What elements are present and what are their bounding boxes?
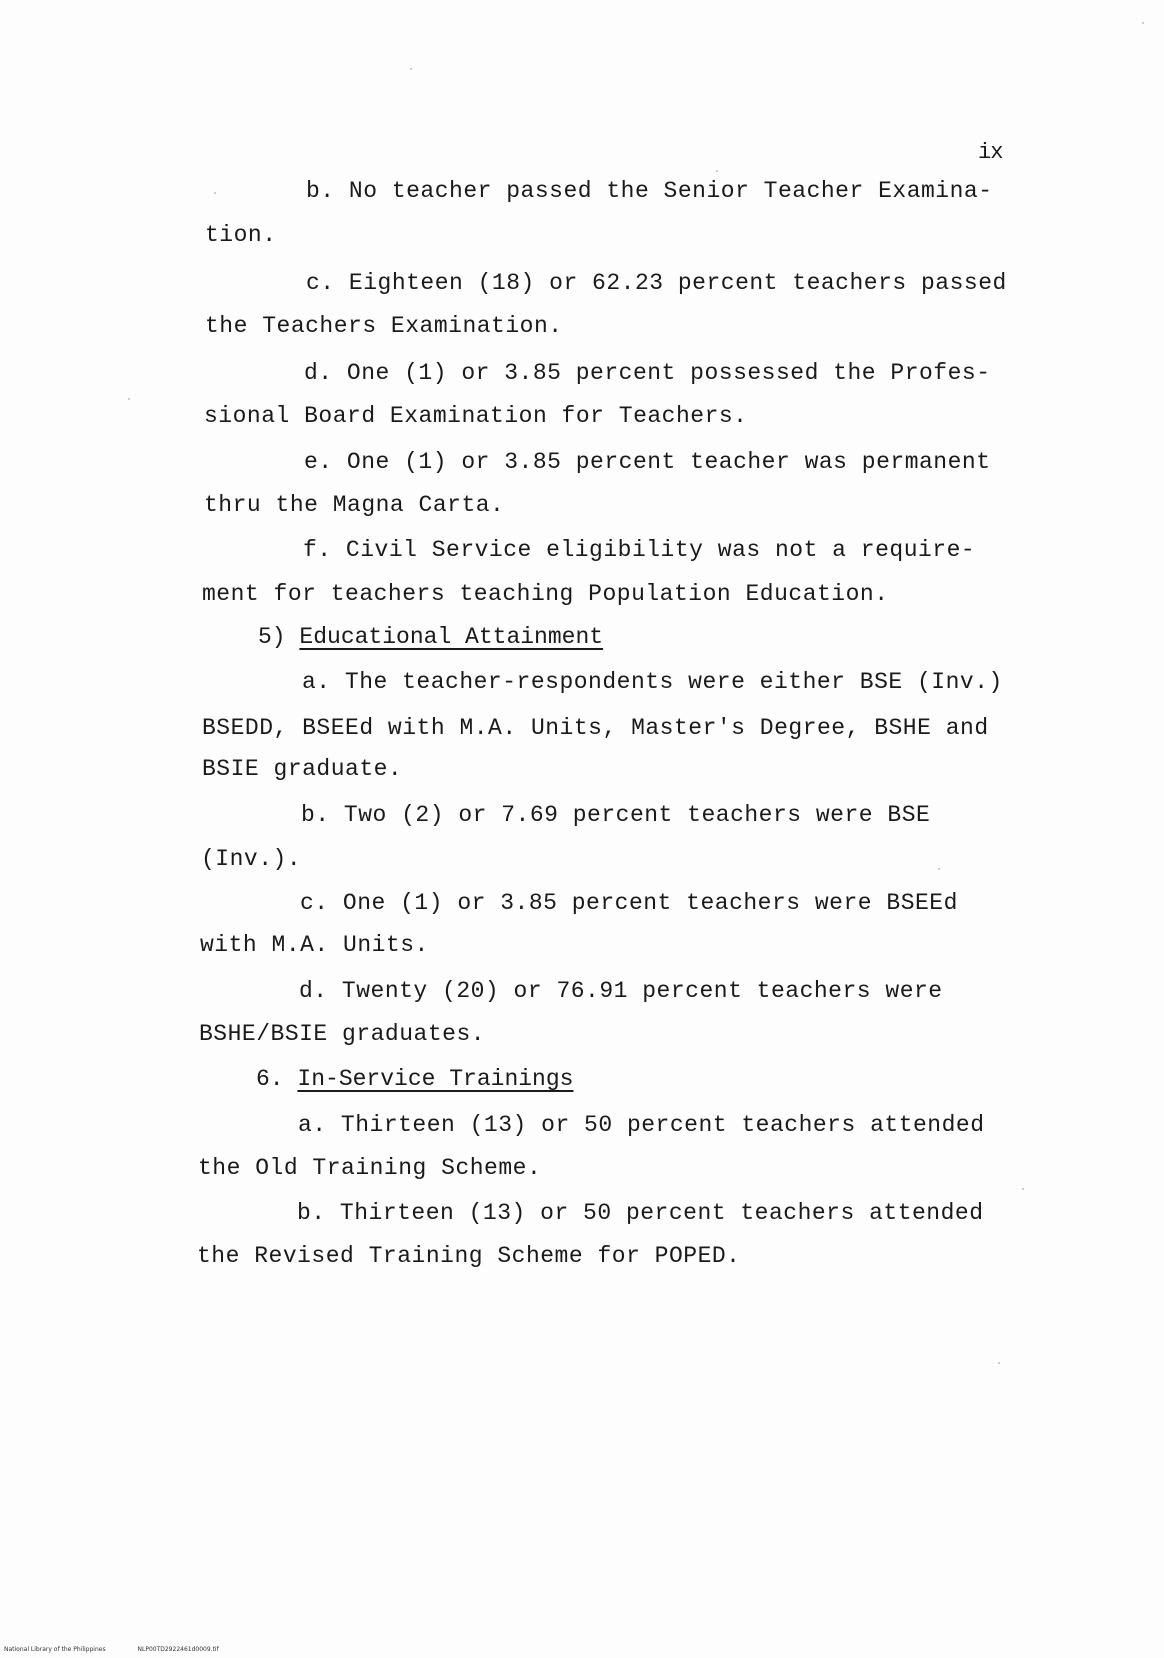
finding-line: BSHE/BSIE graduates. xyxy=(199,1021,486,1047)
heading-title: Educational Attainment xyxy=(299,624,604,650)
scan-speck xyxy=(128,398,130,400)
finding-line: BSIE graduate. xyxy=(202,756,403,782)
scan-speck xyxy=(998,1362,1000,1364)
finding-line: c. One (1) or 3.85 percent teachers were BSEEd xyxy=(300,890,958,916)
section-heading-educational-attainment xyxy=(258,624,603,650)
scan-speck xyxy=(938,868,940,870)
page-number: ix xyxy=(978,140,1003,165)
finding-line: (Inv.). xyxy=(201,846,302,872)
heading-number: 6. xyxy=(256,1066,284,1092)
finding-line: tion. xyxy=(205,222,277,248)
heading-number: 5) xyxy=(258,624,286,650)
scan-speck xyxy=(214,192,216,194)
footer-library: National Library of the Philippines xyxy=(4,1646,106,1653)
finding-line: the Teachers Examination. xyxy=(205,313,563,339)
finding-line: d. One (1) or 3.85 percent possessed the Profes- xyxy=(304,360,991,386)
scan-speck xyxy=(1022,1188,1024,1190)
finding-line: ment for teachers teaching Population Education. xyxy=(202,581,889,607)
finding-line: thru the Magna Carta. xyxy=(204,492,505,518)
scan-speck xyxy=(410,68,412,70)
finding-line: a. Thirteen (13) or 50 percent teachers attended xyxy=(298,1112,985,1138)
finding-line: f. Civil Service eligibility was not a require- xyxy=(303,537,976,563)
finding-line: b. Thirteen (13) or 50 percent teachers attended xyxy=(297,1200,984,1226)
finding-line: b. No teacher passed the Senior Teacher Examina- xyxy=(306,178,993,204)
section-heading-in-service-trainings xyxy=(256,1066,573,1092)
finding-line: c. Eighteen (18) or 62.23 percent teachers passed xyxy=(306,270,1007,296)
footer-file: NLP00TD2922461d0009.tif xyxy=(137,1646,219,1653)
finding-line: the Old Training Scheme. xyxy=(198,1155,542,1181)
heading-title: In-Service Trainings xyxy=(297,1066,574,1092)
finding-line: sional Board Examination for Teachers. xyxy=(204,403,748,429)
finding-line: the Revised Training Scheme for POPED. xyxy=(197,1243,741,1269)
scan-speck xyxy=(1142,22,1144,24)
finding-line: d. Twenty (20) or 76.91 percent teachers were xyxy=(299,978,943,1004)
finding-line: with M.A. Units. xyxy=(200,932,429,958)
finding-line: a. The teacher-respondents were either BSE (Inv.) xyxy=(302,669,1003,695)
scan-footer xyxy=(4,1646,249,1653)
finding-line: BSEDD, BSEEd with M.A. Units, Master's Degree, BSHE and xyxy=(202,715,989,741)
finding-line: b. Two (2) or 7.69 percent teachers were BSE xyxy=(301,802,931,828)
scan-speck xyxy=(716,170,718,172)
finding-line: e. One (1) or 3.85 percent teacher was permanent xyxy=(304,449,991,475)
